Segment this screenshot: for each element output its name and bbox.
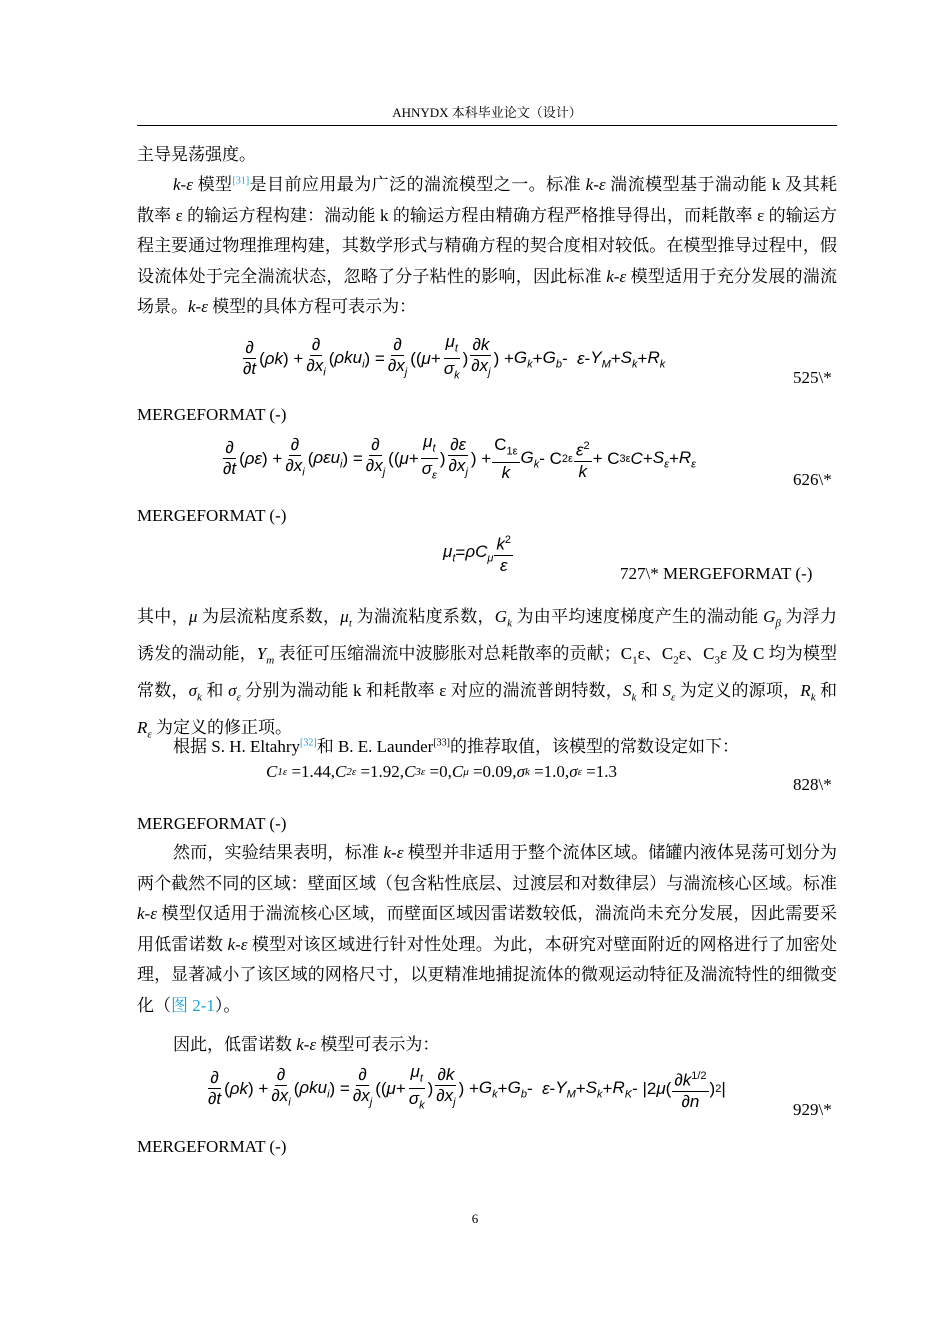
- equation-5-number: 929\*: [793, 1100, 832, 1119]
- equation-k-transport: $\frac{\partial}{\partial t}$ ( ρk ) + $\frac{\partial}{\partial x_i}$ ( ρku$_i$ ) = $\frac{\partial}{\partial x_j}$ (( μ + $\frac{\mu_t}{\sigma_k}$ ) $\frac{\partial k}{\partial x_j}$ ) + $G_k$ + $G_b$ - ε - $Y_M$ + $S_k$ + $R_k$: [243, 332, 666, 382]
- equation-1-number: 525\*: [793, 368, 832, 387]
- equation-2-mergeformat: MERGEFORMAT (-): [137, 506, 287, 525]
- equation-epsilon-transport: $\frac{\partial}{\partial t}$ ( ρε ) + $\frac{\partial}{\partial x_i}$ ( ρεu$_i$ ) = $\frac{\partial}{\partial x_j}$ (( μ + $\frac{\mu_t}{\sigma_\varepsilon}$ ) $\frac{\partial\varepsilon}{\partial x_j}$ ) + $\frac{C_{1\varepsilon}}{k}$ $G_k$ - C 2ε $\frac{\varepsilon^2}{k}$ + C 3ε C + $S_\varepsilon$ + $R_\varepsilon$: [223, 432, 696, 482]
- citation-33[interactable]: [33]: [433, 737, 450, 749]
- figure-reference-link[interactable]: 图 2-1: [171, 995, 215, 1015]
- equation-4-number: 828\*: [793, 775, 832, 794]
- equation-1-mergeformat: MERGEFORMAT (-): [137, 405, 287, 424]
- paragraph-constants-source: 根据 S. H. Eltahry[32]和 B. E. Launder[33]的推荐取值，该模型的常数设定如下：: [173, 737, 739, 756]
- page-number: 6: [471, 1211, 479, 1226]
- paragraph-k-epsilon-intro: k-ε 模型[31]是目前应用最为广泛的湍流模型之一。标准 k-ε 湍流模型基于湍动能 k 及其耗散率 ε 的输运方程构建：湍动能 k 的输运方程由精确方程严格推导得出，而耗散率 ε 的输运方程主要通过物理推理构建，其数学形式与精确方程的契合度相对较低。在模型推导过程中，假设流体处于完全湍流状态，忽略了分子粘性的影响，因此标准 k-ε 模型适用于充分发展的湍流场景。k-ε 模型的具体方程可表示为：: [137, 175, 838, 316]
- equation-2-number: 626\*: [793, 470, 832, 489]
- equation-turbulent-viscosity: $\mu_t$ = $\rho C_\mu$ $\frac{k^2}{\varepsilon}$: [443, 530, 514, 576]
- running-header: AHNYDX 本科毕业论文（设计）: [137, 103, 837, 126]
- equation-model-constants: C 1ε =1.44, C 2ε =1.92, C 3ε =0, C μ =0.09, σ k =1.0, σ ε =1.3: [266, 762, 618, 781]
- citation-31[interactable]: [31]: [232, 175, 250, 187]
- paragraph-1: 主导晃荡强度。: [137, 145, 256, 164]
- equation-5-mergeformat: MERGEFORMAT (-): [137, 1137, 287, 1156]
- paragraph-symbol-definitions: 其中，μ 为层流粘度系数，$\mu_t$ 为湍流粘度系数，$G_k$ 为由平均速度梯度产生的湍动能 $G_\beta$ 为浮力诱发的湍动能，$Y_m$ 表征可压缩湍流中波膨胀对总耗散率的贡献；$C_1\varepsilon$、$C_2\varepsilon$、$C_3\varepsilon$ 及 C 均为模型常数，$\sigma_k$ 和 $\sigma_\varepsilon$ 分别为湍动能 k 和耗散率 ε 对应的湍流普朗特数，$S_k$ 和 $S_\varepsilon$ 为定义的源项，$R_k$ 和 $R_\varepsilon$ 为定义的修正项。: [137, 607, 838, 741]
- citation-32[interactable]: [32]: [300, 737, 317, 749]
- paragraph-wall-region: 然而，实验结果表明，标准 k-ε 模型并非适用于整个流体区域。储罐内液体晃荡可划分为两个截然不同的区域：壁面区域（包含粘性底层、过渡层和对数律层）与湍流核心区域。标准 k-ε 模型仅适用于湍流核心区域，而壁面区域因雷诺数较低，湍流尚未充分发展，因此需要采用低雷诺数 k-ε 模型对该区域进行针对性处理。为此，本研究对壁面附近的网格进行了加密处理，显著减小了该区域的网格尺寸，以更精准地捕捉流体的微观运动特征及湍流特性的细微变化（图 2-1）。: [137, 843, 838, 1015]
- equation-3-number: 727\* MERGEFORMAT (-): [620, 564, 813, 583]
- equation-4-mergeformat: MERGEFORMAT (-): [137, 814, 287, 833]
- equation-low-reynolds-k: $\frac{\partial}{\partial t}$ ( ρk ) + $\frac{\partial}{\partial x_i}$ ( ρku$_i$ ) = $\frac{\partial}{\partial x_j}$ (( μ + $\frac{\mu_t}{\sigma_k}$ ) $\frac{\partial k}{\partial x_j}$ ) + $G_k$ + $G_b$ - ε - $Y_M$ + $S_k$ + $R_K$ - |2 μ ( $\frac{\partial k^{1/2}}{\partial n}$ ) 2 |: [208, 1062, 726, 1112]
- paragraph-low-re-intro: 因此，低雷诺数 k-ε 模型可表示为：: [173, 1035, 440, 1054]
